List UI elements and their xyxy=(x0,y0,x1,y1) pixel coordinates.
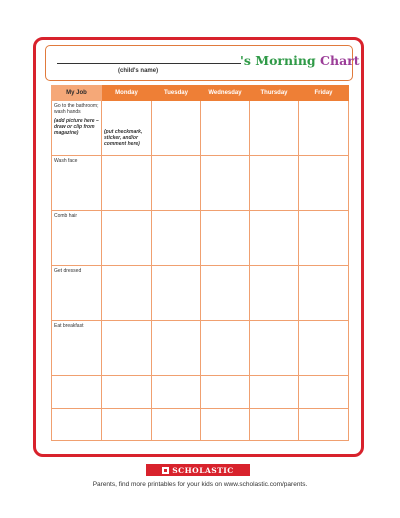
table-row xyxy=(52,266,349,321)
scholastic-wordmark: SCHOLASTIC xyxy=(172,465,234,475)
table-row xyxy=(52,376,349,409)
day-cell[interactable] xyxy=(201,266,250,321)
day-cell[interactable] xyxy=(299,321,349,376)
day-cell[interactable] xyxy=(102,376,152,409)
day-cell[interactable] xyxy=(102,211,152,266)
day-cell[interactable] xyxy=(250,156,299,211)
day-cell[interactable] xyxy=(152,321,201,376)
day-cell[interactable] xyxy=(299,376,349,409)
job-cell xyxy=(52,409,102,441)
day-cell[interactable] xyxy=(102,409,152,441)
job-label: Get dressed xyxy=(54,268,82,274)
job-cell xyxy=(52,376,102,409)
table-row xyxy=(52,156,349,211)
day-cell[interactable] xyxy=(299,409,349,441)
col-header-wednesday: Wednesday xyxy=(201,86,250,101)
day-cell[interactable] xyxy=(299,211,349,266)
job-label: Comb hair xyxy=(54,213,78,219)
day-cell[interactable] xyxy=(152,101,201,156)
job-cell xyxy=(52,211,102,266)
job-label: Wash face xyxy=(54,158,78,164)
scholastic-badge-icon xyxy=(162,467,169,474)
col-header-monday: Monday xyxy=(102,86,152,101)
table-row xyxy=(52,321,349,376)
header-row xyxy=(52,86,349,101)
job-cell xyxy=(52,101,102,156)
title-word-chart: Chart xyxy=(320,53,360,68)
chart-title xyxy=(240,53,360,68)
job-label: Go to the bathroom; wash hands xyxy=(54,103,99,115)
title-word-morning: Morning xyxy=(255,53,316,68)
job-cell xyxy=(52,266,102,321)
title-possessive: 's xyxy=(240,53,251,68)
table-row xyxy=(52,409,349,441)
morning-chart-table xyxy=(51,85,349,441)
job-label: Eat breakfast xyxy=(54,323,84,329)
table-row xyxy=(52,101,349,156)
day-cell[interactable] xyxy=(201,321,250,376)
col-header-my-job: My Job xyxy=(52,86,102,101)
day-hint: (put checkmark, sticker, and/or comment here) xyxy=(104,129,143,147)
day-cell[interactable] xyxy=(152,156,201,211)
day-cell[interactable] xyxy=(102,156,152,211)
day-cell[interactable] xyxy=(201,376,250,409)
day-cell[interactable] xyxy=(201,101,250,156)
day-cell[interactable] xyxy=(102,101,152,156)
day-cell[interactable] xyxy=(250,321,299,376)
job-hint: (add picture here – draw or clip from magazine) xyxy=(54,118,99,136)
day-cell[interactable] xyxy=(201,211,250,266)
day-cell[interactable] xyxy=(250,266,299,321)
day-cell[interactable] xyxy=(201,156,250,211)
col-header-friday: Friday xyxy=(299,86,349,101)
col-header-thursday: Thursday xyxy=(250,86,299,101)
day-cell[interactable] xyxy=(201,409,250,441)
day-cell[interactable] xyxy=(299,101,349,156)
table-row xyxy=(52,211,349,266)
child-name-line[interactable] xyxy=(57,63,241,64)
col-header-tuesday: Tuesday xyxy=(152,86,201,101)
job-cell xyxy=(52,321,102,376)
day-cell[interactable] xyxy=(250,101,299,156)
day-cell[interactable] xyxy=(299,266,349,321)
day-cell[interactable] xyxy=(152,376,201,409)
day-cell[interactable] xyxy=(152,409,201,441)
day-cell[interactable] xyxy=(102,266,152,321)
day-cell[interactable] xyxy=(102,321,152,376)
child-name-caption: (child's name) xyxy=(118,68,159,74)
footer-note: Parents, find more printables for your kids on www.scholastic.com/parents. xyxy=(92,481,308,488)
scholastic-logo xyxy=(146,464,250,476)
job-cell xyxy=(52,156,102,211)
day-cell[interactable] xyxy=(299,156,349,211)
day-cell[interactable] xyxy=(152,211,201,266)
day-cell[interactable] xyxy=(250,376,299,409)
day-cell[interactable] xyxy=(250,211,299,266)
day-cell[interactable] xyxy=(250,409,299,441)
day-cell[interactable] xyxy=(152,266,201,321)
